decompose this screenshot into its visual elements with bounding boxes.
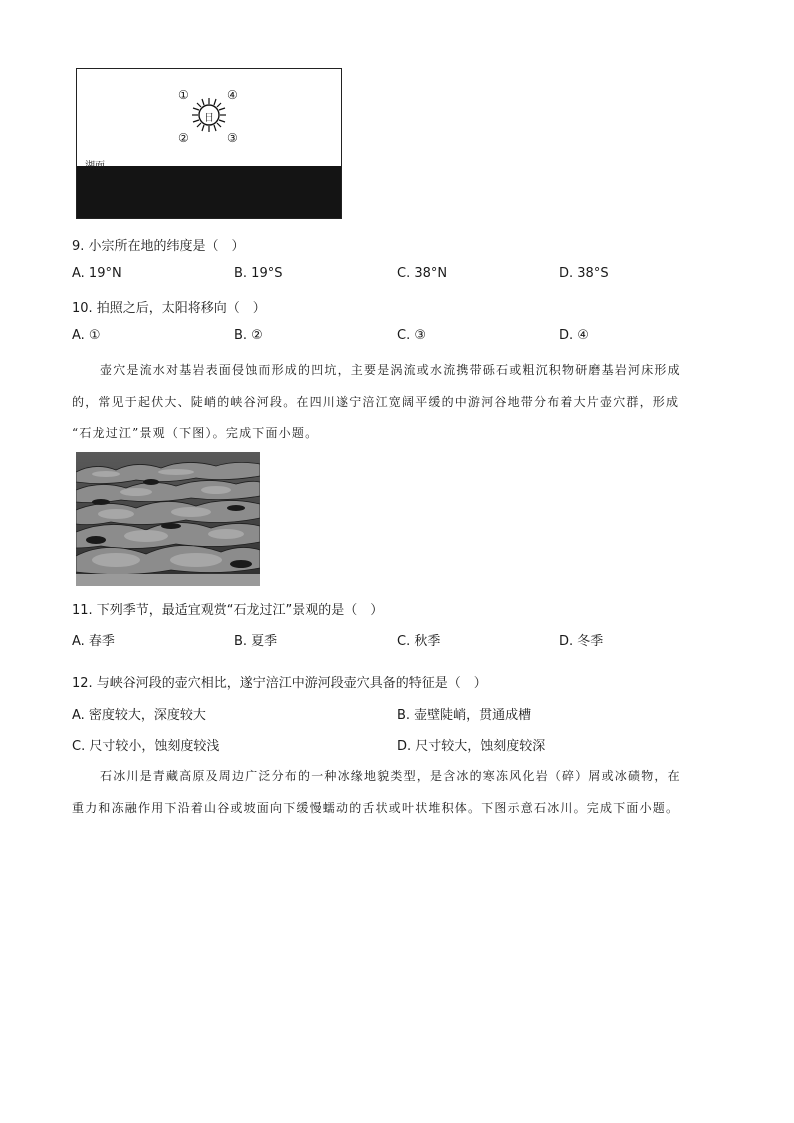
q9-option-d: D. 38°S — [559, 266, 609, 281]
q9-option-c: C. 38°N — [397, 266, 448, 281]
passage-1-line-1: 壶穴是流水对基岩表面侵蚀而形成的凹坑，主要是涡流或水流携带砾石或粗沉积物研磨基岩河床形成 — [100, 363, 681, 377]
q9-option-b: B. 19°S — [234, 266, 283, 281]
lake-label: 湖面 — [85, 161, 105, 172]
q12-option-a: A. 密度较大，深度较大 — [72, 708, 206, 723]
question-11-stem: 11. 下列季节，最适宜观赏“石龙过江”景观的是（ ） — [72, 603, 384, 618]
passage-1-line-3: “石龙过江”景观（下图）。完成下面小题。 — [72, 426, 319, 440]
marker-4: ④ — [227, 88, 238, 102]
q9-option-a: A. 19°N — [72, 266, 122, 281]
q11-option-c: C. 秋季 — [397, 634, 441, 649]
passage-2-line-1: 石冰川是青藏高原及周边广泛分布的一种冰缘地貌类型，是含冰的寒冻风化岩（碎）屑或冰碛物，在 — [100, 769, 681, 783]
q11-option-b: B. 夏季 — [234, 634, 278, 649]
question-9-stem: 9. 小宗所在地的纬度是（ ） — [72, 239, 245, 254]
marker-1: ① — [178, 88, 189, 102]
passage-2-line-2: 重力和冻融作用下沿着山谷或坡面向下缓慢蠕动的舌状或叶状堆积体。下图示意石冰川。完成下面小题。 — [72, 801, 680, 815]
marker-2: ② — [178, 131, 189, 145]
q10-option-d: D. ④ — [559, 328, 589, 343]
lake-surface — [77, 166, 341, 219]
q10-option-b: B. ② — [234, 328, 263, 343]
q10-option-c: C. ③ — [397, 328, 426, 343]
q11-option-d: D. 冬季 — [559, 634, 604, 649]
question-10-stem: 10. 拍照之后，太阳将移向（ ） — [72, 301, 266, 316]
marker-3: ③ — [227, 131, 238, 145]
sun-label: 日 — [204, 113, 214, 124]
q11-option-a: A. 春季 — [72, 634, 115, 649]
question-12-stem: 12. 与峡谷河段的壶穴相比，遂宁涪江中游河段壶穴具备的特征是（ ） — [72, 676, 487, 691]
sun-position-figure — [76, 68, 342, 219]
q12-option-c: C. 尺寸较小，蚀刻度较浅 — [72, 739, 220, 754]
q12-option-b: B. 壶壁陡峭，贯通成槽 — [397, 708, 532, 723]
stone-dragon-photo — [76, 452, 260, 586]
q10-option-a: A. ① — [72, 328, 101, 343]
q12-option-d: D. 尺寸较大，蚀刻度较深 — [397, 739, 546, 754]
passage-1-line-2: 的，常见于起伏大、陡峭的峡谷河段。在四川遂宁涪江宽阔平缓的中游河谷地带分布着大片壶穴群，形成 — [72, 395, 680, 409]
